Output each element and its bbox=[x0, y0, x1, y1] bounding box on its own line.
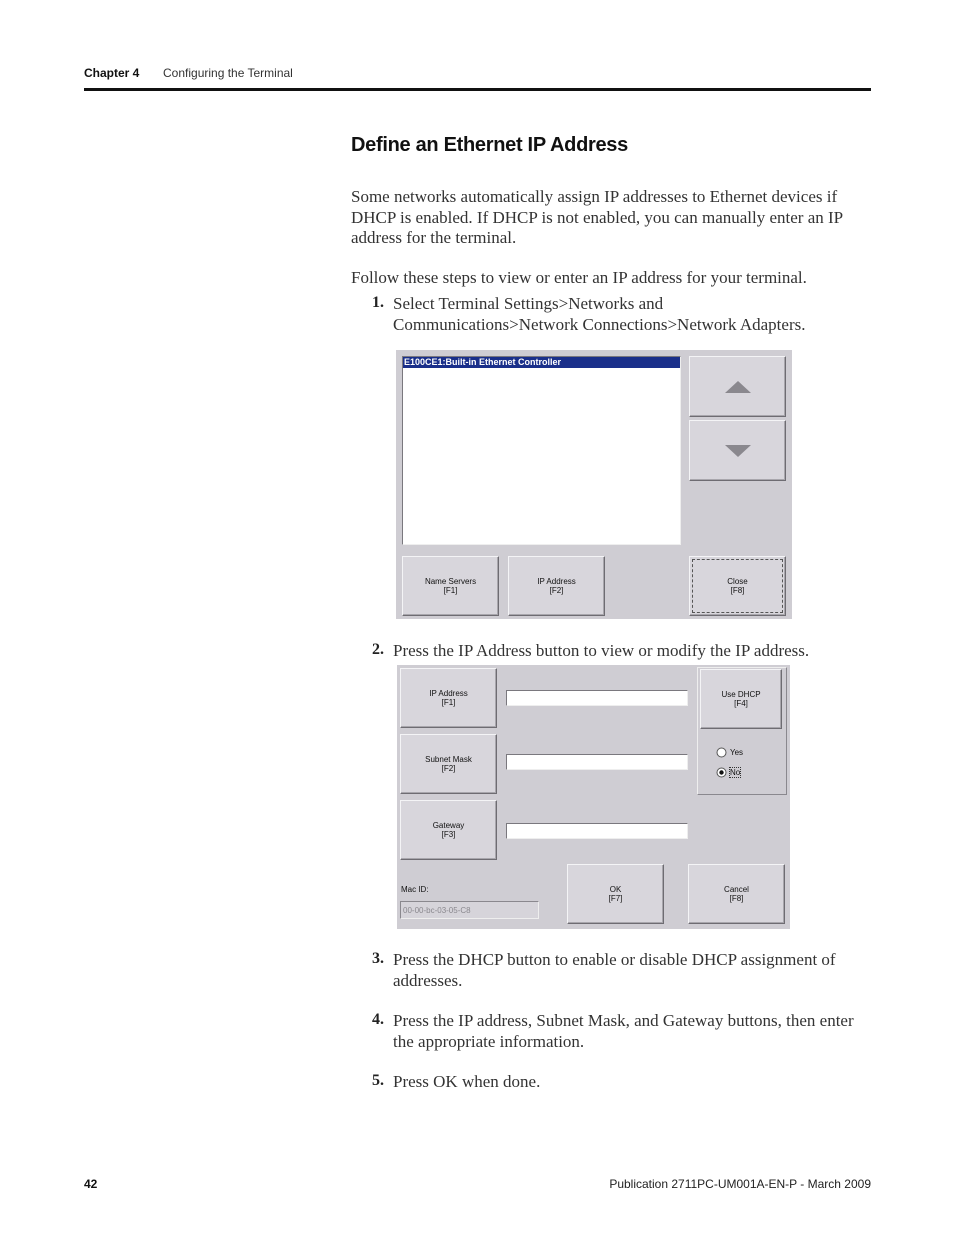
header-rule bbox=[84, 88, 871, 91]
radio-no-label: No bbox=[730, 768, 741, 777]
button-label: Cancel bbox=[724, 885, 749, 894]
step-number: 1. bbox=[372, 294, 384, 311]
step-number: 3. bbox=[372, 950, 384, 967]
step-number: 2. bbox=[372, 641, 384, 658]
chapter-title: Configuring the Terminal bbox=[163, 66, 293, 80]
scroll-down-button[interactable] bbox=[689, 420, 786, 481]
name-servers-button[interactable] bbox=[402, 556, 499, 616]
button-label: IP Address bbox=[429, 689, 468, 698]
button-key: [F3] bbox=[441, 830, 456, 839]
triangle-down-icon bbox=[724, 444, 752, 458]
adapter-list[interactable] bbox=[402, 356, 681, 545]
step-text: Press the IP Address button to view or modify the IP address. bbox=[393, 641, 810, 660]
radio-yes[interactable] bbox=[716, 747, 743, 758]
ip-address-button[interactable] bbox=[508, 556, 605, 616]
button-label: Subnet Mask bbox=[425, 755, 472, 764]
step-text: Press OK when done. bbox=[393, 1072, 541, 1091]
step-number: 4. bbox=[372, 1011, 384, 1028]
ip-address-button[interactable] bbox=[400, 668, 497, 728]
publication-info: Publication 2711PC-UM001A-EN-P - March 2009 bbox=[609, 1177, 871, 1191]
button-key: [F7] bbox=[608, 894, 623, 903]
gateway-field[interactable] bbox=[506, 823, 688, 839]
button-label: Use DHCP bbox=[721, 690, 761, 699]
radio-checked-icon bbox=[716, 767, 727, 778]
button-key: [F1] bbox=[443, 586, 458, 595]
network-adapters-screen bbox=[396, 350, 792, 619]
step-text: Press the IP address, Subnet Mask, and Gateway buttons, then enter the appropriate information. bbox=[393, 1011, 854, 1051]
chapter-label: Chapter 4 bbox=[84, 66, 140, 80]
radio-unchecked-icon bbox=[716, 747, 727, 758]
button-label: IP Address bbox=[537, 577, 576, 586]
button-label: OK bbox=[609, 885, 622, 894]
follow-paragraph: Follow these steps to view or enter an IP address for your terminal. bbox=[351, 268, 807, 287]
button-key: [F2] bbox=[441, 764, 456, 773]
button-label: Name Servers bbox=[424, 577, 477, 586]
subnet-mask-field[interactable] bbox=[506, 754, 688, 770]
button-key: [F8] bbox=[730, 586, 745, 595]
dhcp-group bbox=[697, 667, 787, 795]
triangle-up-icon bbox=[724, 380, 752, 394]
button-key: [F2] bbox=[549, 586, 564, 595]
button-key: [F4] bbox=[734, 699, 748, 708]
button-label: Gateway bbox=[432, 821, 465, 830]
ip-address-field[interactable] bbox=[506, 690, 688, 706]
radio-no[interactable] bbox=[716, 767, 740, 778]
button-key: [F1] bbox=[441, 698, 456, 707]
ip-address-screen bbox=[397, 665, 790, 929]
use-dhcp-button[interactable] bbox=[700, 669, 782, 729]
subnet-mask-button[interactable] bbox=[400, 734, 497, 794]
mac-id-label: Mac ID: bbox=[401, 885, 429, 894]
scroll-up-button[interactable] bbox=[689, 356, 786, 417]
ok-button[interactable] bbox=[567, 864, 664, 924]
close-button[interactable] bbox=[689, 556, 786, 616]
step-number: 5. bbox=[372, 1072, 384, 1089]
mac-id-value: 00-00-bc-03-05-C8 bbox=[400, 901, 539, 919]
radio-yes-label: Yes bbox=[730, 748, 744, 757]
step-text: Select Terminal Settings>Networks and Communications>Network Connections>Network Adapters. bbox=[393, 294, 806, 334]
button-key: [F8] bbox=[729, 894, 744, 903]
button-label: Close bbox=[727, 577, 748, 586]
adapter-list-item[interactable]: E100CE1:Built-in Ethernet Controller bbox=[403, 357, 680, 368]
intro-paragraph: Some networks automatically assign IP addresses to Ethernet devices if DHCP is enabled. If DHCP is not enabled, you can manually enter an IP address for the terminal. bbox=[351, 187, 843, 247]
page-number: 42 bbox=[84, 1177, 98, 1191]
section-title: Define an Ethernet IP Address bbox=[351, 134, 628, 156]
gateway-button[interactable] bbox=[400, 800, 497, 860]
step-text: Press the DHCP button to enable or disable DHCP assignment of addresses. bbox=[393, 950, 836, 990]
cancel-button[interactable] bbox=[688, 864, 785, 924]
